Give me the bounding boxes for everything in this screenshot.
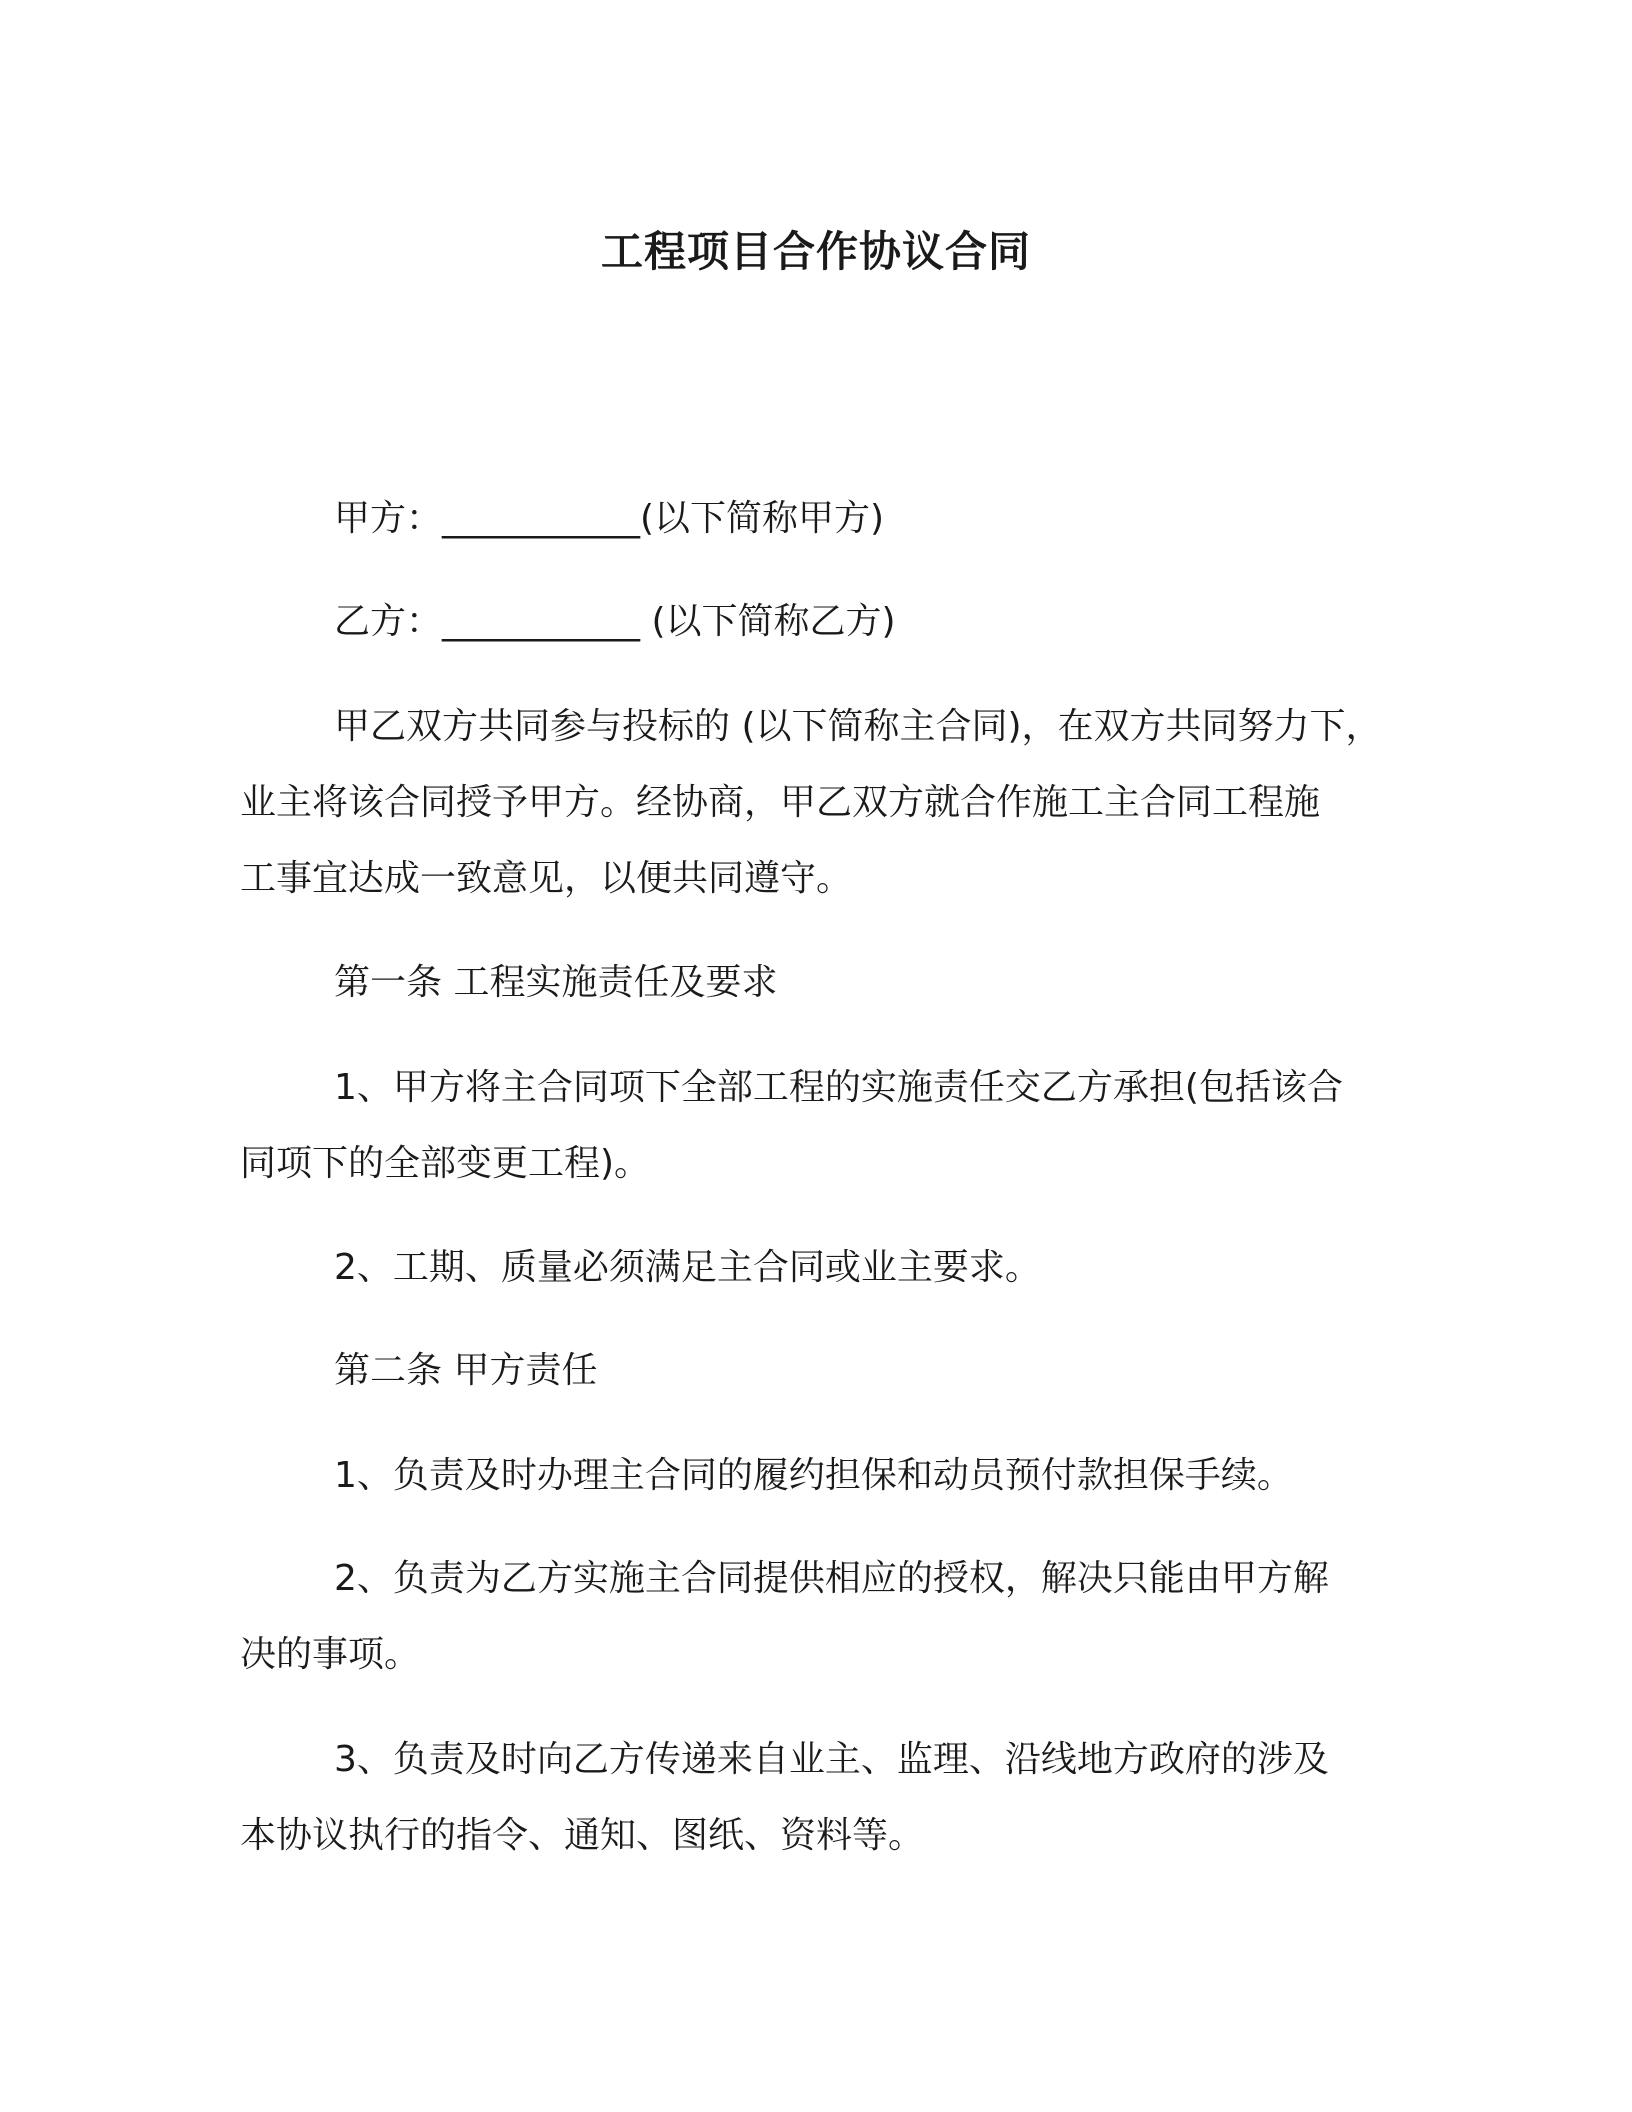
article2-item1: 1、负责及时办理主合同的履约担保和动员预付款担保手续。 [334,1455,1293,1496]
article2-item3-line-2: 本协议执行的指令、通知、图纸、资料等。 [240,1815,925,1856]
article1-item1-line-2: 同项下的全部变更工程)。 [240,1143,651,1184]
article2-item2-line-1: 2、负责为乙方实施主合同提供相应的授权，解决只能由甲方解 [334,1558,1329,1599]
intro-line-1: 甲乙双方共同参与投标的 (以下简称主合同)，在双方共同努力下， [334,706,1382,747]
article1-item2: 2、工期、质量必须满足主合同或业主要求。 [334,1247,1041,1288]
party-b-line: 乙方：___________ (以下简称乙方) [334,601,896,642]
intro-line-3: 工事宜达成一致意见，以便共同遵守。 [240,858,853,899]
article2-item3-line-1: 3、负责及时向乙方传递来自业主、监理、沿线地方政府的涉及 [334,1739,1329,1780]
article2-item2-line-2: 决的事项。 [240,1634,421,1675]
document-title: 工程项目合作协议合同 [600,227,1031,276]
article1-item1-line-1: 1、甲方将主合同项下全部工程的实施责任交乙方承担(包括该合 [334,1067,1343,1108]
party-a-line: 甲方：___________(以下简称甲方) [334,498,885,539]
intro-line-2: 业主将该合同授予甲方。经协商，甲乙双方就合作施工主合同工程施 [240,782,1321,823]
article2-heading: 第二条 甲方责任 [334,1350,598,1391]
article1-heading: 第一条 工程实施责任及要求 [334,962,778,1003]
